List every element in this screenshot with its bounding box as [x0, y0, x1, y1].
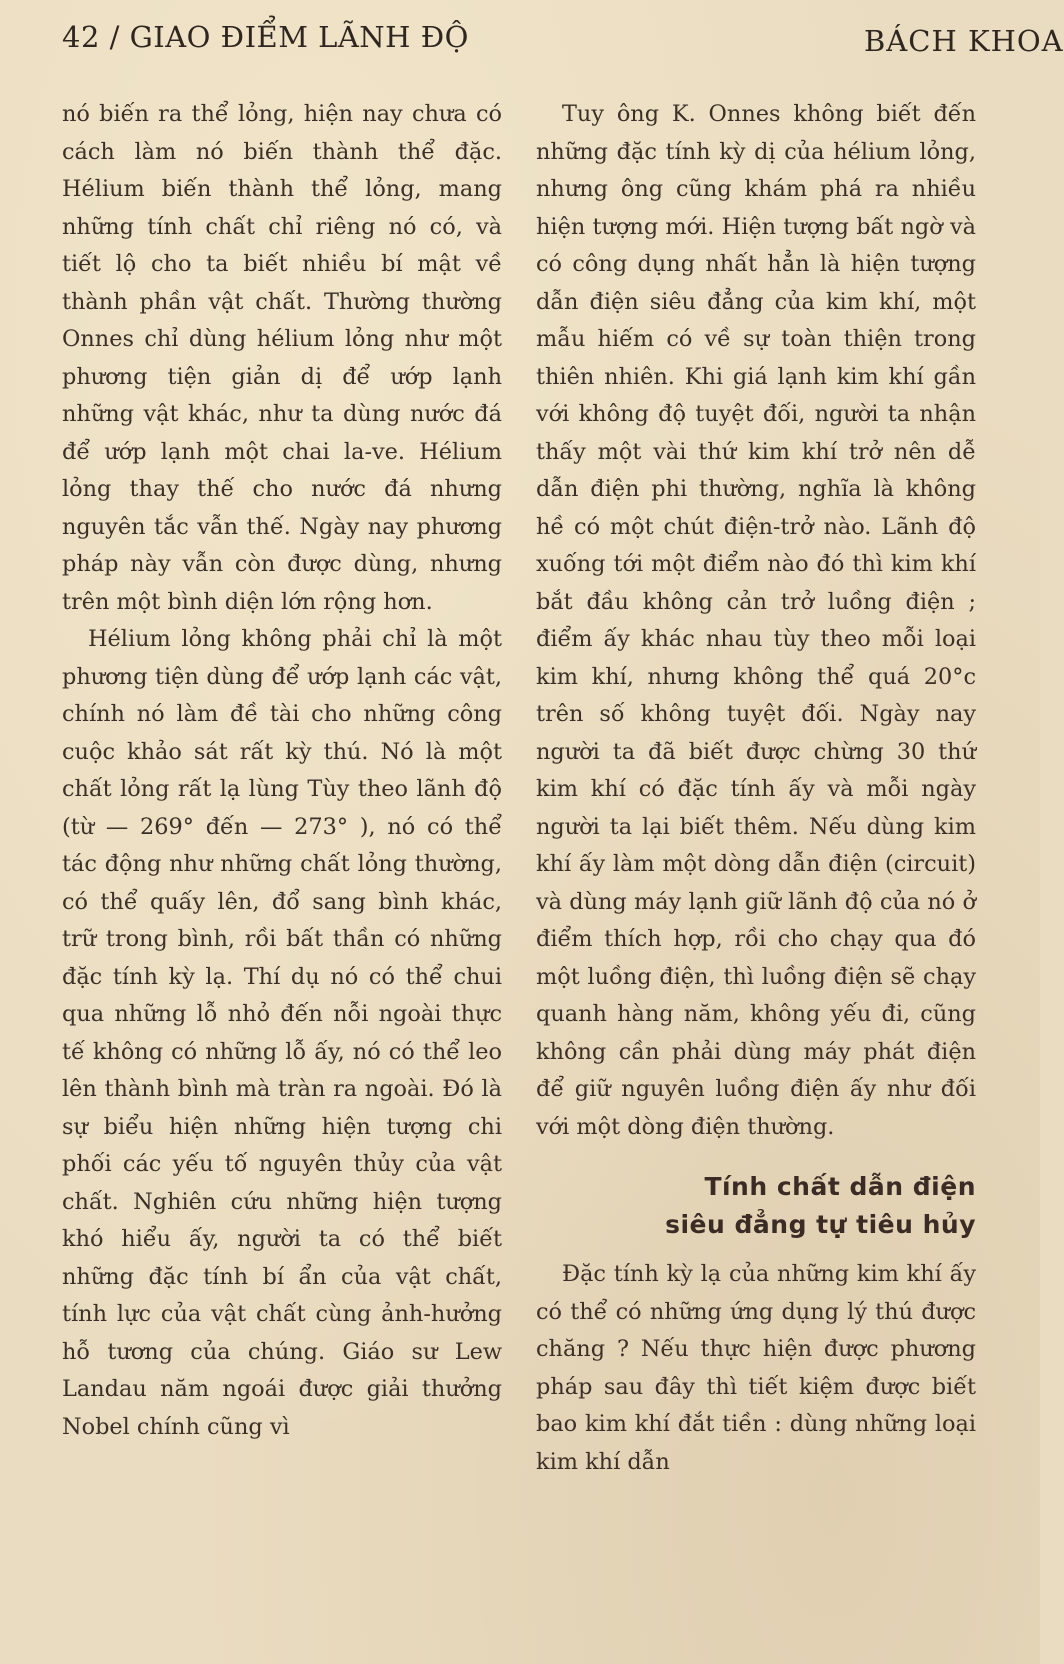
section-heading-line: siêu đẳng tự tiêu hủy	[665, 1210, 976, 1239]
page-header	[62, 20, 1064, 66]
running-title: 42 / GIAO ĐIỂM LÃNH ĐỘ	[62, 20, 469, 54]
section-heading	[536, 1168, 976, 1244]
paragraph: Tuy ông K. Onnes không biết đến những đặc tính kỳ dị của hélium lỏng, nhưng ông cũng khám phá ra nhiều hiện tượng mới. Hiện tượng bất ngờ và có công dụng nhất hẳn là hiện tượng dẫn điện siêu đẳng của kim khí, một mẫu hiếm có về sự toàn thiện trong thiên nhiên. Khi giá lạnh kim khí gần với không độ tuyệt đối, người ta nhận thấy một vài thứ kim khí trở nên dễ dẫn điện phi thường, nghĩa là không hề có một chút điện-trở nào. Lãnh độ xuống tới một điểm nào đó thì kim khí bắt đầu không cản trở luồng điện ; điểm ấy khác nhau tùy theo mỗi loại kim khí, nhưng không thể quá 20°c trên số không tuyệt đối. Ngày nay người ta đã biết được chừng 30 thứ kim khí có đặc tính ấy và mỗi ngày người ta lại biết thêm. Nếu dùng kim khí ấy làm một dòng dẫn điện (circuit) và dùng máy lạnh giữ lãnh độ của nó ở điểm thích hợp, rồi cho chạy qua đó một luồng điện, thì luồng điện sẽ chạy quanh hàng năm, không yếu đi, cũng không cần phải dùng máy phát điện để giữ nguyên luồng điện ấy như đối với một dòng điện thường.	[536, 101, 976, 1140]
left-column	[62, 96, 502, 1446]
paragraph: nó biến ra thể lỏng, hiện nay chưa có cách làm nó biến thành thể đặc. Hélium biến thành thể lỏng, mang những tính chất chỉ riêng nó có, và tiết lộ cho ta biết nhiều bí mật về thành phần vật chất. Thường thường Onnes chỉ dùng hélium lỏng như một phương tiện giản dị để ướp lạnh những vật khác, như ta dùng nước đá để ướp lạnh một chai la-ve. Hélium lỏng thay thế cho nước đá nhưng nguyên tắc vẫn thế. Ngày nay phương pháp này vẫn còn được dùng, nhưng trên một bình diện lớn rộng hơn.	[62, 101, 502, 615]
paragraph: Đặc tính kỳ lạ của những kim khí ấy có thể có những ứng dụng lý thú được chăng ? Nếu thực hiện được phương pháp sau đây thì tiết kiệm được biết bao kim khí đắt tiền : dùng những loại kim khí dẫn	[536, 1261, 976, 1475]
section-heading-line: Tính chất dẫn điện	[704, 1172, 976, 1201]
magazine-name: BÁCH KHOA	[864, 24, 1064, 58]
paragraph: Hélium lỏng không phải chỉ là một phương tiện dùng để ướp lạnh các vật, chính nó làm đề tài cho những công cuộc khảo sát rất kỳ thú. Nó là một chất lỏng rất lạ lùng Tùy theo lãnh độ (từ — 269° đến — 273° ), nó có thể tác động như những chất lỏng thường, có thể quấy lên, đổ sang bình khác, trữ trong bình, rồi bất thần có những đặc tính kỳ lạ. Thí dụ nó có thể chui qua những lỗ nhỏ đến nỗi ngoài thực tế không có những lỗ ấy, nó có thể leo lên thành bình mà tràn ra ngoài. Đó là sự biểu hiện những hiện tượng chi phối các yếu tố nguyên thủy của vật chất. Nghiên cứu những hiện tượng khó hiểu ấy, người ta có thể biết những đặc tính bí ẩn của vật chất, tính lực của vật chất cùng ảnh-hưởng hỗ tương của chúng. Giáo sư Lew Landau năm ngoái được giải thưởng Nobel chính cũng vì	[62, 626, 502, 1440]
right-column	[536, 96, 976, 1481]
